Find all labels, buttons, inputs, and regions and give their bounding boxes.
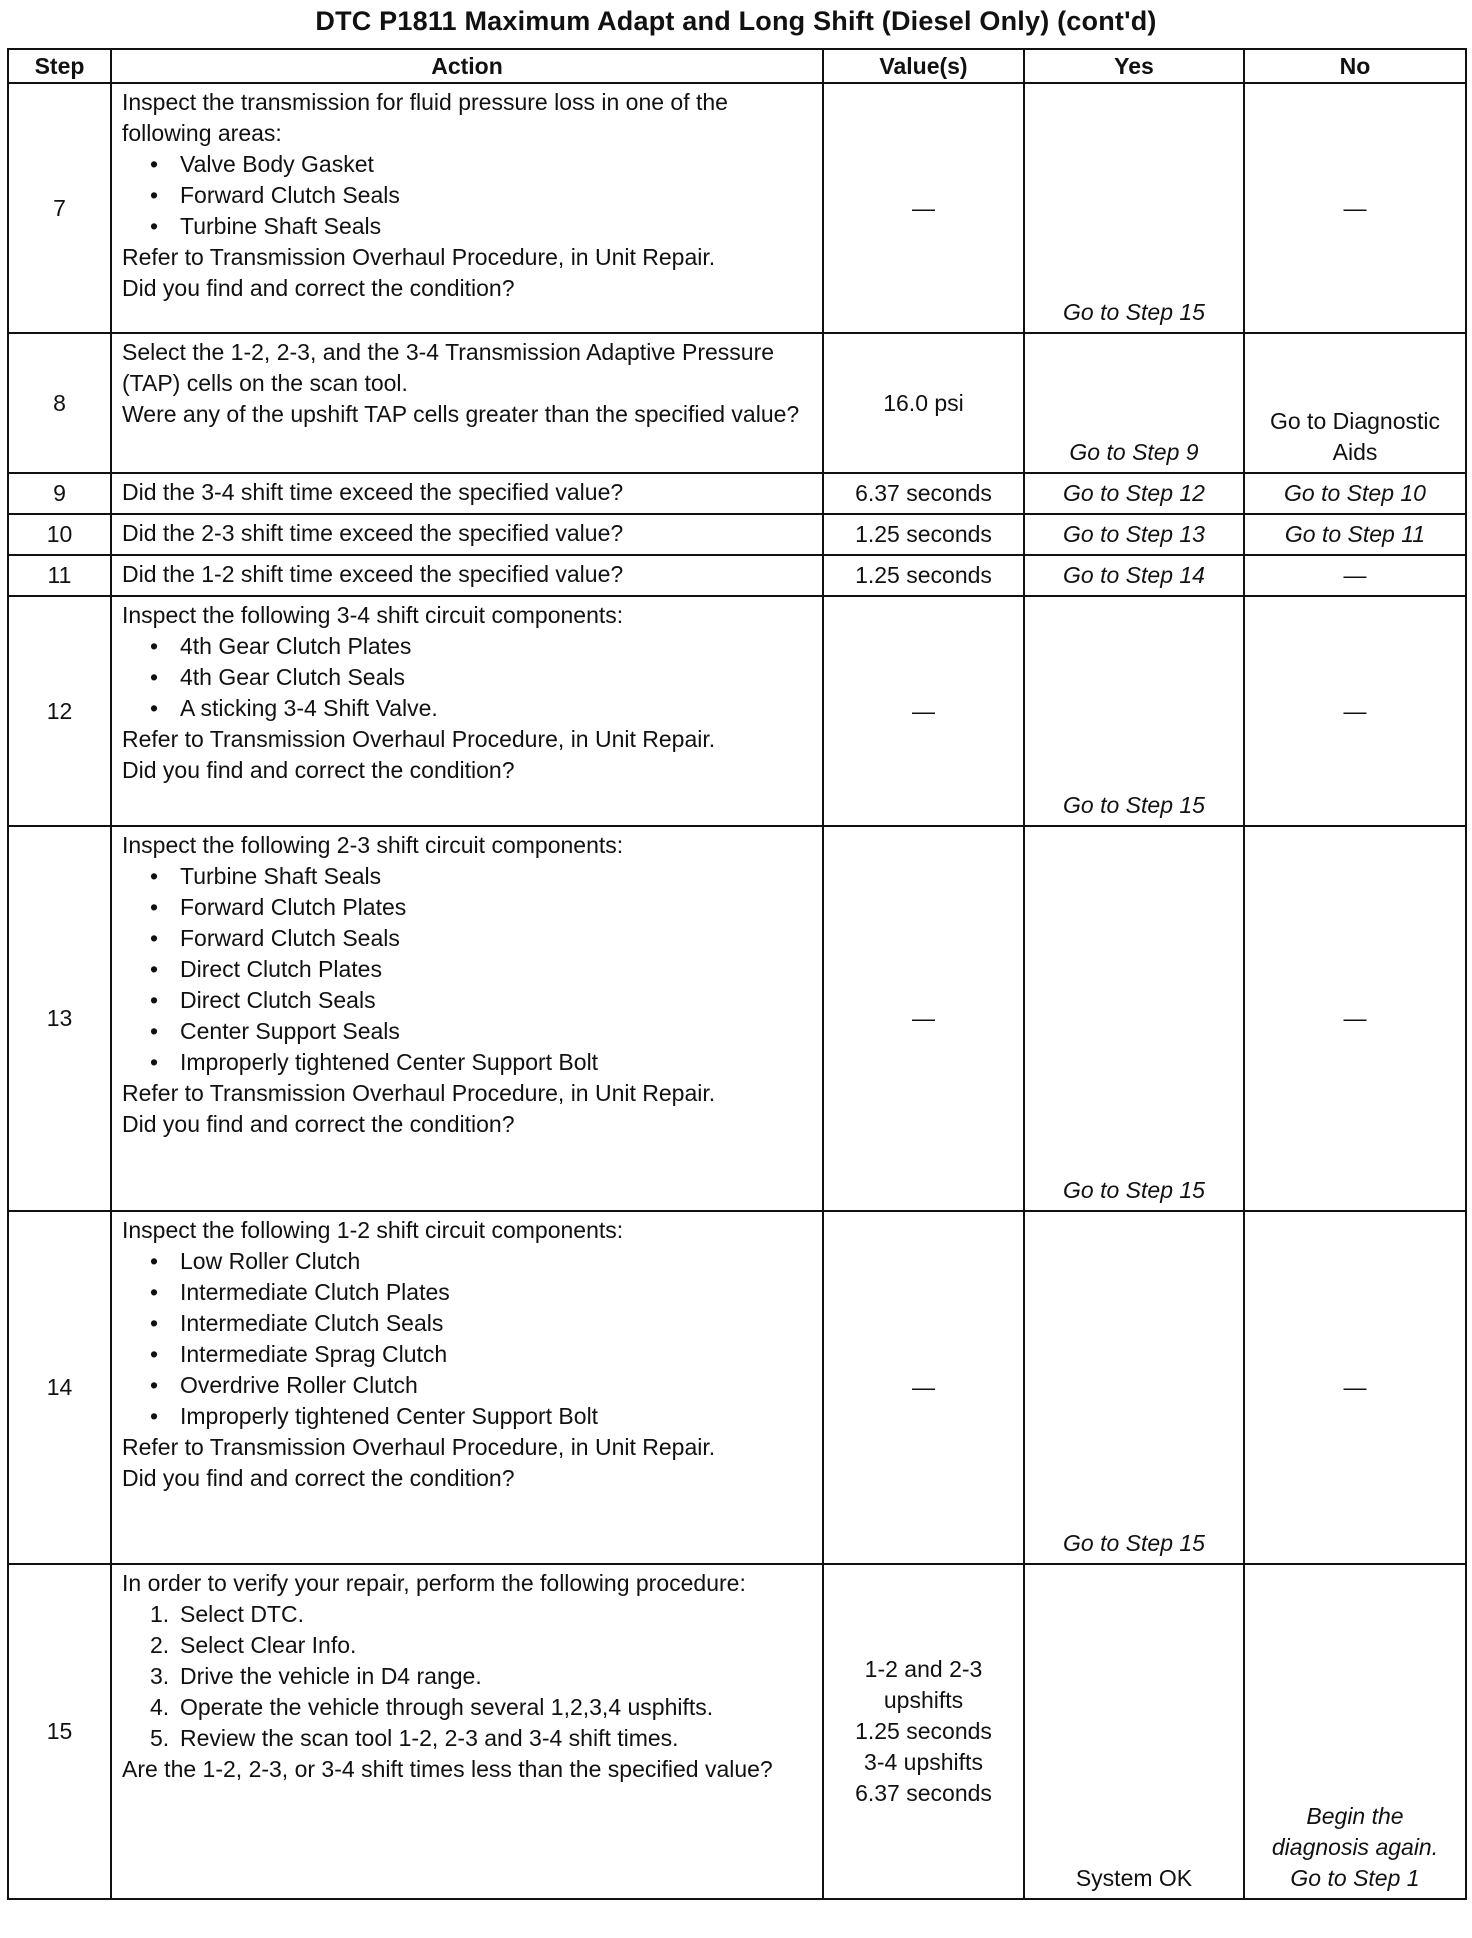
table-header-row — [8, 49, 1466, 83]
table-row — [8, 473, 1466, 514]
action-question: Did you find and correct the condition? — [122, 275, 515, 301]
table-row — [8, 1564, 1466, 1899]
action-cell — [111, 83, 823, 333]
no-line: Begin the — [1306, 1803, 1404, 1829]
value-cell: — — [823, 83, 1024, 333]
list-item: • Forward Clutch Seals — [150, 925, 400, 951]
action-intro: Inspect the following 1-2 shift circuit components: — [122, 1217, 624, 1243]
action-intro: Inspect the following 3-4 shift circuit components: — [122, 602, 624, 628]
yes-cell: Go to Step 9 — [1024, 333, 1244, 473]
table-row — [8, 333, 1466, 473]
step-number: 7 — [8, 83, 111, 333]
step-number: 10 — [8, 514, 111, 555]
list-item: • Overdrive Roller Clutch — [150, 1372, 418, 1398]
list-item: • 4th Gear Clutch Plates — [150, 633, 412, 659]
value-cell: 16.0 psi — [823, 333, 1024, 473]
yes-cell: Go to Step 15 — [1024, 1211, 1244, 1564]
action-cell — [111, 473, 823, 514]
action-cell — [111, 1211, 823, 1564]
list-item: 4. Operate the vehicle through several 1,2,3,4 usphifts. — [150, 1694, 714, 1720]
value-cell: — — [823, 826, 1024, 1211]
step-number: 11 — [8, 555, 111, 596]
action-intro: Inspect the transmission for fluid pressure loss in one of the following areas: — [122, 89, 728, 146]
list-item: • Intermediate Clutch Plates — [150, 1279, 450, 1305]
action-question: Are the 1-2, 2-3, or 3-4 shift times less than the specified value? — [122, 1756, 773, 1782]
list-item: • Direct Clutch Seals — [150, 987, 376, 1013]
no-cell: Go to Step 10 — [1244, 473, 1466, 514]
value-line: 6.37 seconds — [855, 1780, 992, 1806]
list-item: 5. Review the scan tool 1-2, 2-3 and 3-4 shift times. — [150, 1725, 679, 1751]
action-refer: Refer to Transmission Overhaul Procedure, in Unit Repair. — [122, 726, 716, 752]
no-cell — [1244, 1564, 1466, 1899]
action-cell — [111, 826, 823, 1211]
header-step: Step — [8, 49, 111, 83]
action-question: Did you find and correct the condition? — [122, 1465, 515, 1491]
yes-cell: Go to Step 15 — [1024, 596, 1244, 826]
no-line: Go to Step 1 — [1290, 1865, 1420, 1891]
step-number: 13 — [8, 826, 111, 1211]
action-intro: In order to verify your repair, perform the following procedure: — [122, 1570, 746, 1596]
list-item: • Forward Clutch Plates — [150, 894, 407, 920]
table-row — [8, 555, 1466, 596]
list-item: 3. Drive the vehicle in D4 range. — [150, 1663, 482, 1689]
yes-cell: Go to Step 13 — [1024, 514, 1244, 555]
action-refer: Refer to Transmission Overhaul Procedure, in Unit Repair. — [122, 244, 716, 270]
action-question: Did you find and correct the condition? — [122, 757, 515, 783]
value-cell: — — [823, 1211, 1024, 1564]
list-item: • Improperly tightened Center Support Bolt — [150, 1403, 599, 1429]
list-item: • Improperly tightened Center Support Bolt — [150, 1049, 599, 1075]
action-refer: Refer to Transmission Overhaul Procedure, in Unit Repair. — [122, 1434, 716, 1460]
list-item: • Intermediate Sprag Clutch — [150, 1341, 448, 1367]
no-cell: Go to Diagnostic Aids — [1244, 333, 1466, 473]
diagnostic-table — [7, 48, 1467, 1900]
step-number: 15 — [8, 1564, 111, 1899]
yes-cell: Go to Step 14 — [1024, 555, 1244, 596]
list-item: 1. Select DTC. — [150, 1601, 304, 1627]
table-row — [8, 514, 1466, 555]
value-line: 3-4 upshifts — [864, 1749, 983, 1775]
yes-cell: System OK — [1024, 1564, 1244, 1899]
no-cell: Go to Step 11 — [1244, 514, 1466, 555]
action-question: Were any of the upshift TAP cells greater than the specified value? — [122, 401, 800, 427]
list-item: • Intermediate Clutch Seals — [150, 1310, 444, 1336]
list-item: • Center Support Seals — [150, 1018, 400, 1044]
list-item: • A sticking 3-4 Shift Valve. — [150, 695, 438, 721]
value-line: upshifts — [883, 1687, 964, 1713]
action-question: Did the 3-4 shift time exceed the specified value? — [122, 479, 624, 505]
list-item: • Forward Clutch Seals — [150, 182, 400, 208]
value-cell: 6.37 seconds — [823, 473, 1024, 514]
action-cell — [111, 555, 823, 596]
table-row — [8, 83, 1466, 333]
action-cell — [111, 1564, 823, 1899]
list-item: • Low Roller Clutch — [150, 1248, 361, 1274]
value-cell: — — [823, 596, 1024, 826]
action-refer: Refer to Transmission Overhaul Procedure, in Unit Repair. — [122, 1080, 716, 1106]
yes-cell: Go to Step 15 — [1024, 826, 1244, 1211]
table-row — [8, 1211, 1466, 1564]
list-item: 2. Select Clear Info. — [150, 1632, 357, 1658]
header-yes: Yes — [1024, 49, 1244, 83]
no-cell: — — [1244, 826, 1466, 1211]
action-cell — [111, 596, 823, 826]
action-intro: Inspect the following 2-3 shift circuit components: — [122, 832, 624, 858]
action-intro: Select the 1-2, 2-3, and the 3-4 Transmission Adaptive Pressure (TAP) cells on the scan tool. — [122, 339, 775, 396]
no-line: diagnosis again. — [1271, 1834, 1439, 1860]
step-number: 12 — [8, 596, 111, 826]
action-question: Did you find and correct the condition? — [122, 1111, 515, 1137]
list-item: • Turbine Shaft Seals — [150, 213, 382, 239]
list-item: • Direct Clutch Plates — [150, 956, 382, 982]
header-action: Action — [111, 49, 823, 83]
value-cell: 1.25 seconds — [823, 514, 1024, 555]
list-item: • Valve Body Gasket — [150, 151, 374, 177]
no-cell: — — [1244, 83, 1466, 333]
yes-cell: Go to Step 15 — [1024, 83, 1244, 333]
yes-cell: Go to Step 12 — [1024, 473, 1244, 514]
value-cell — [823, 1564, 1024, 1899]
table-row — [8, 596, 1466, 826]
header-values: Value(s) — [823, 49, 1024, 83]
value-line: 1-2 and 2-3 — [864, 1656, 983, 1682]
value-cell: 1.25 seconds — [823, 555, 1024, 596]
list-item: • Turbine Shaft Seals — [150, 863, 382, 889]
no-cell: — — [1244, 596, 1466, 826]
no-cell: — — [1244, 555, 1466, 596]
action-cell — [111, 333, 823, 473]
action-question: Did the 1-2 shift time exceed the specified value? — [122, 561, 624, 587]
action-cell — [111, 514, 823, 555]
table-row — [8, 826, 1466, 1211]
action-question: Did the 2-3 shift time exceed the specified value? — [122, 520, 624, 546]
page-title: DTC P1811 Maximum Adapt and Long Shift (Diesel Only) (cont'd) — [315, 6, 1157, 36]
value-line: 1.25 seconds — [855, 1718, 992, 1744]
step-number: 14 — [8, 1211, 111, 1564]
step-number: 8 — [8, 333, 111, 473]
header-no: No — [1244, 49, 1466, 83]
list-item: • 4th Gear Clutch Seals — [150, 664, 406, 690]
step-number: 9 — [8, 473, 111, 514]
no-cell: — — [1244, 1211, 1466, 1564]
